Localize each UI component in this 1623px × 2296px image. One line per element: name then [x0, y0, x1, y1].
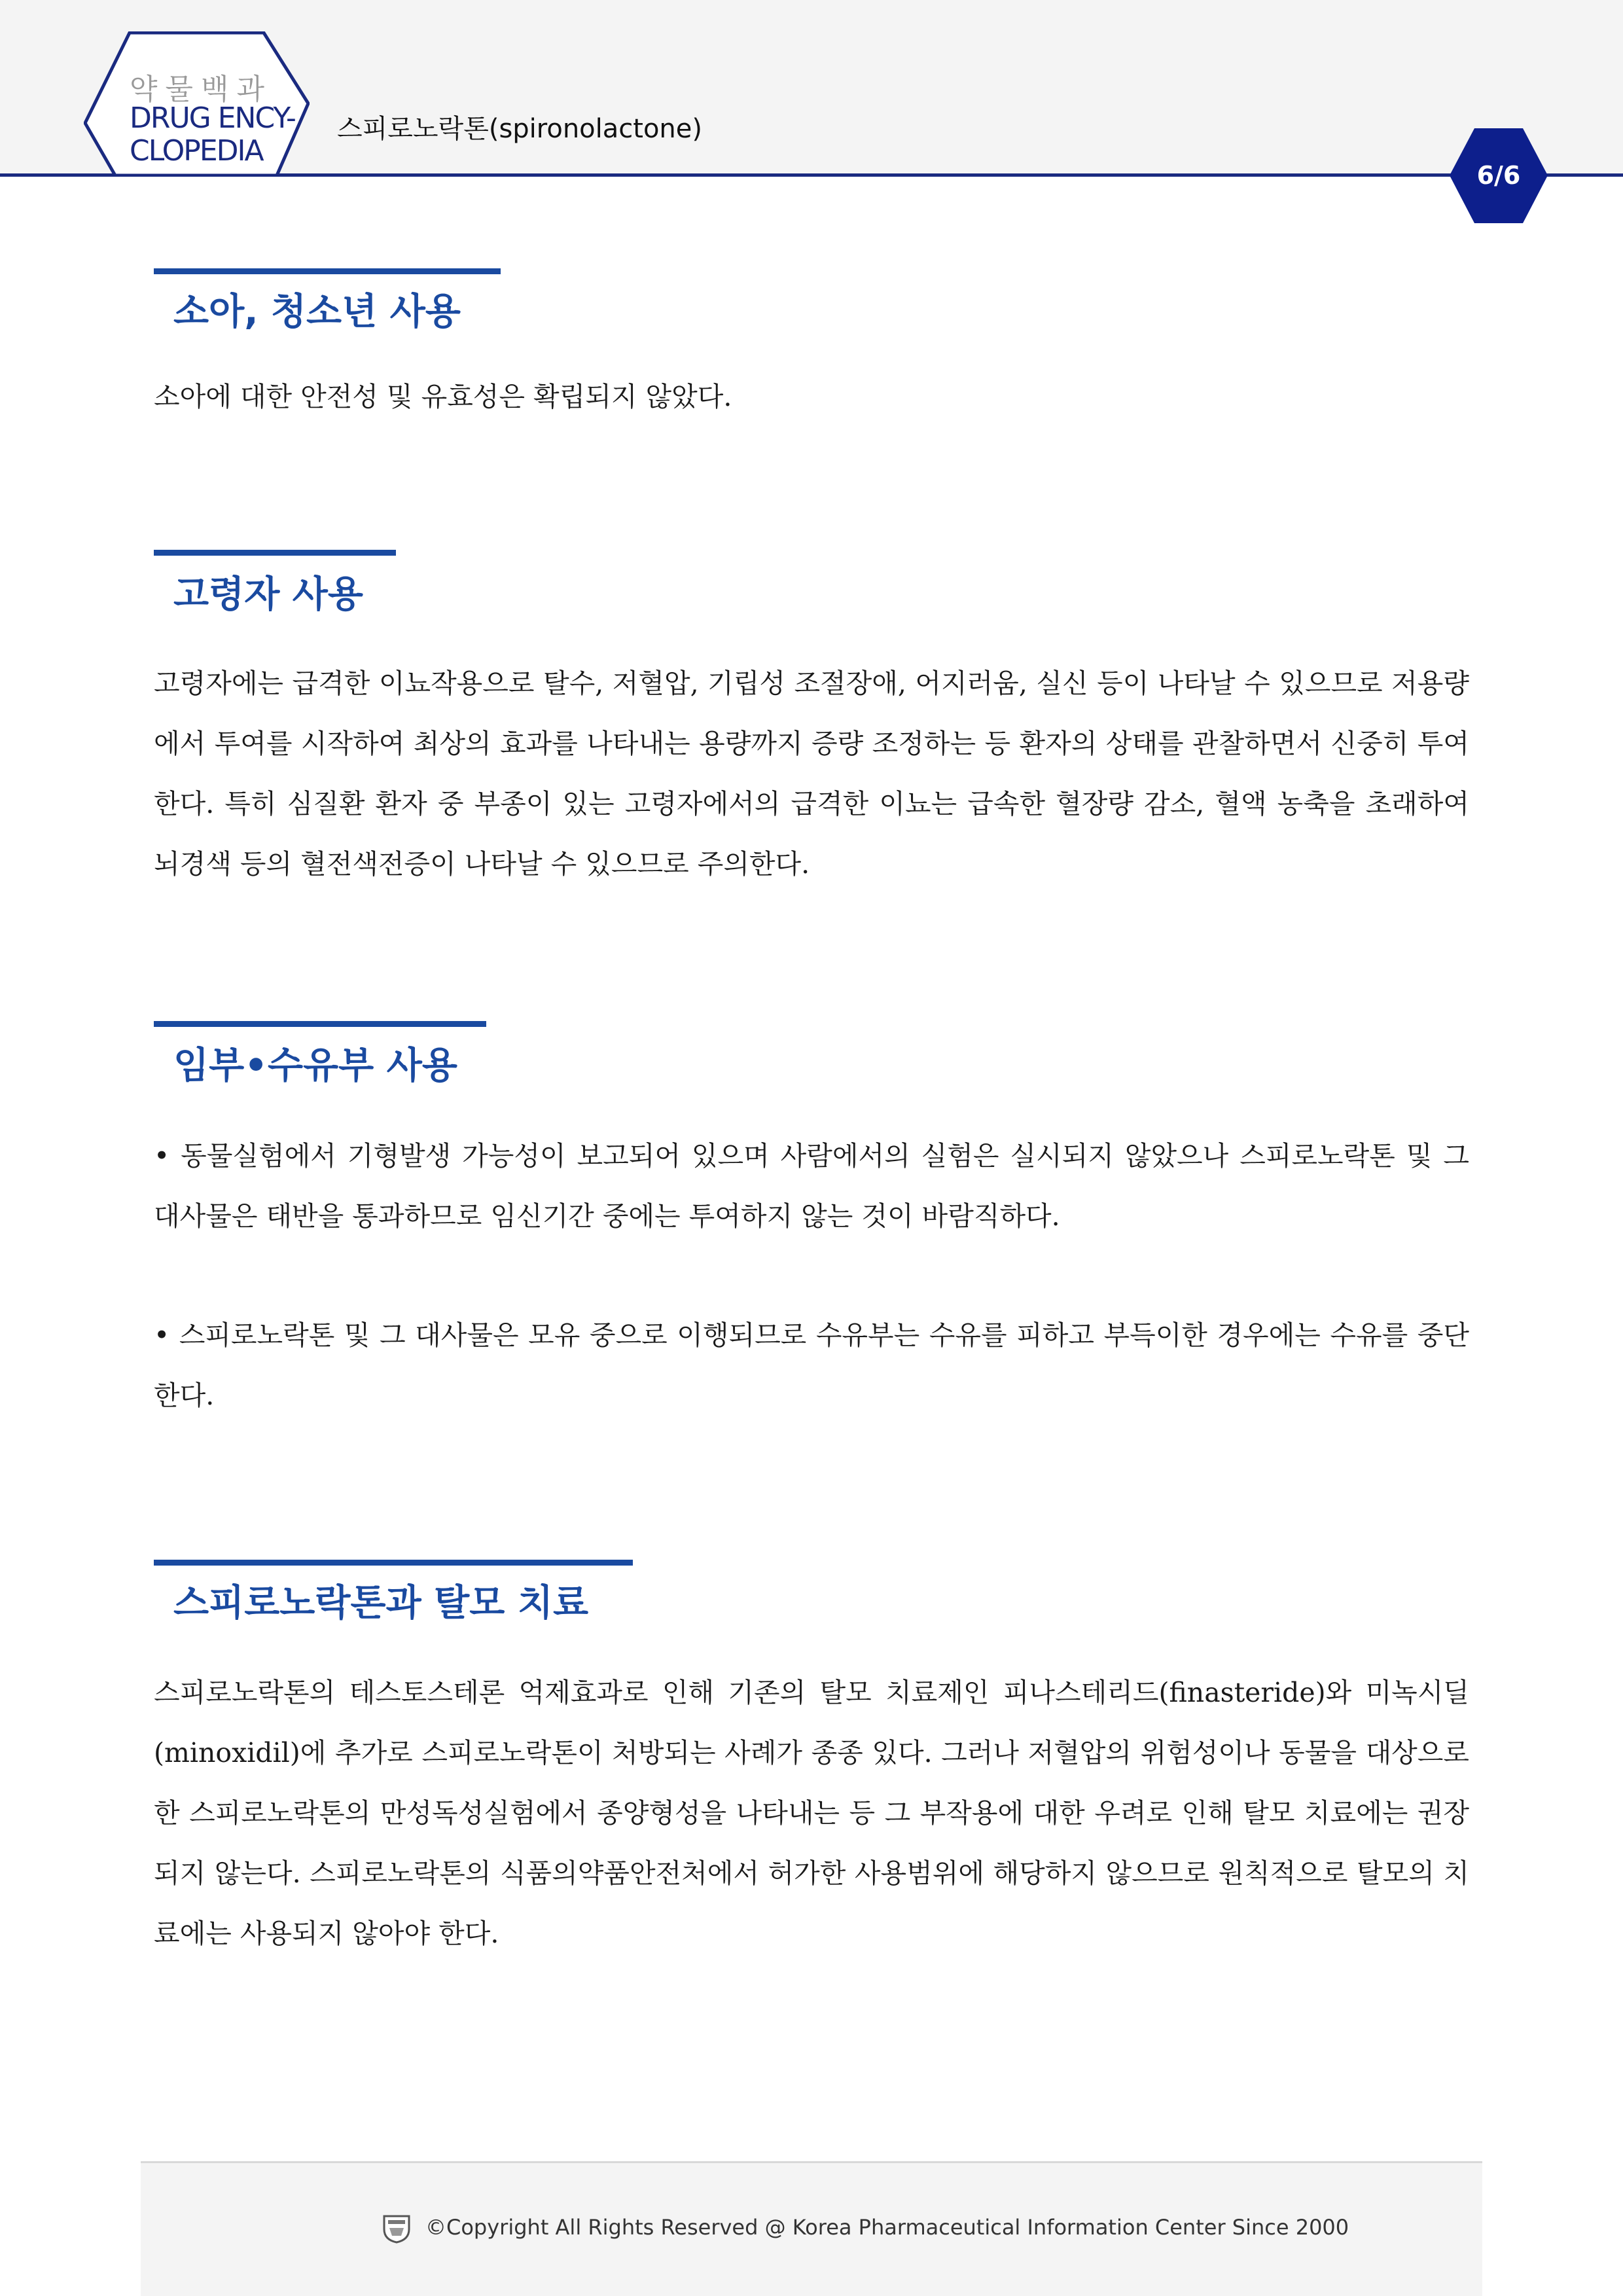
page-number: 6/6 — [1476, 161, 1521, 190]
paragraph-pregnancy-animal: • 동물실험에서 기형발생 가능성이 보고되어 있으며 사람에서의 실험은 실시되지 않았으나 스피로노락톤 및 그 대사물은 태반을 통과하므로 임신기간 중에는 투여하지 않는 것이 바람직하다. — [154, 1140, 1469, 1232]
section-title-pregnancy: 임부•수유부 사용 — [173, 1045, 457, 1087]
paragraph-elderly: 고령자에는 급격한 이뇨작용으로 탈수, 저혈압, 기립성 조절장애, 어지러움, 실신 등이 나타날 수 있으므로 저용량에서 투여를 시작하여 최상의 효과를 나타내는 용량까지 증량 조정하는 등 환자의 상태를 관찰하면서 신중히 투여한다. 특히 심질환 환자 중 부종이 있는 고령자에서의 급격한 이뇨는 급속한 혈장량 감소, 혈액 농축을 초래하여 뇌경색 등의 혈전색전증이 나타날 수 있으므로 주의한다. — [154, 668, 1469, 880]
shield-logo-icon — [383, 2214, 410, 2244]
section-bar-elderly — [154, 550, 396, 556]
paragraph-pediatric: 소아에 대한 안전성 및 유효성은 확립되지 않았다. — [154, 381, 732, 412]
footer-copyright: ©Copyright All Rights Reserved @ Korea Pharmaceutical Information Center Since 2000 — [425, 2215, 1349, 2240]
section-bar-hair-loss — [154, 1560, 633, 1566]
logo-english-text: DRUG ENCY- CLOPEDIA — [130, 101, 295, 168]
logo-korean-text: 약물백과 — [130, 73, 273, 106]
section-bar-pediatric — [154, 268, 501, 274]
drug-encyclopedia-logo — [84, 31, 310, 177]
section-bar-pregnancy — [154, 1021, 486, 1027]
page-indicator-badge — [1450, 128, 1548, 223]
section-title-elderly: 고령자 사용 — [173, 573, 363, 616]
document-title: 스피로노락톤(spironolactone) — [337, 114, 702, 144]
section-title-pediatric: 소아, 청소년 사용 — [173, 291, 461, 333]
paragraph-pregnancy-lactation: • 스피로노락톤 및 그 대사물은 모유 중으로 이행되므로 수유부는 수유를 피하고 부득이한 경우에는 수유를 중단한다. — [154, 1319, 1469, 1411]
section-title-hair-loss: 스피로노락톤과 탈모 치료 — [173, 1582, 589, 1624]
paragraph-hair-loss: 스피로노락톤의 테스토스테론 억제효과로 인해 기존의 탈모 치료제인 피나스테리드(finasteride)와 미녹시딜(minoxidil)에 추가로 스피로노락톤이 처방되는 사례가 종종 있다. 그러나 저혈압의 위험성이나 동물을 대상으로 한 스피로노락톤의 만성독성실험에서 종양형성을 나타내는 등 그 부작용에 대한 우려로 인해 탈모 치료에는 권장되지 않는다. 스피로노락톤의 식품의약품안전처에서 허가한 사용범위에 해당하지 않으므로 원칙적으로 탈모의 치료에는 사용되지 않아야 한다. — [154, 1677, 1469, 1949]
